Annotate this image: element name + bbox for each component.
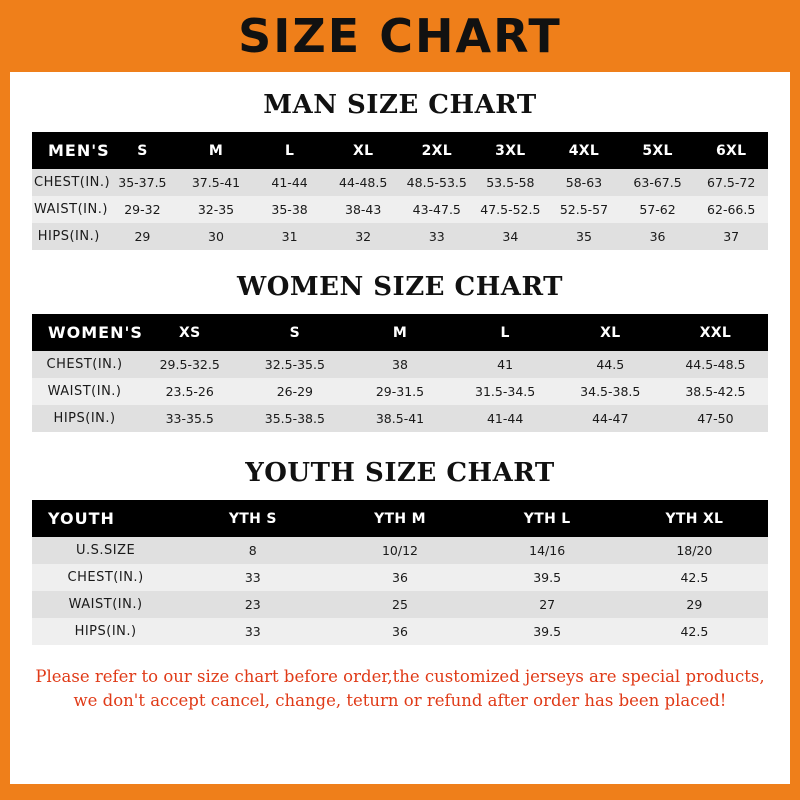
men-table-body (32, 169, 768, 250)
men-row-0-val-5: 53.5-58 (486, 175, 535, 190)
men-section-title: MAN SIZE CHART (263, 90, 537, 120)
men-row-2-val-3: 32 (355, 229, 372, 244)
men-row-0-val-8: 67.5-72 (707, 175, 756, 190)
youth-table-head (32, 500, 768, 537)
men-row-0-val-7: 63-67.5 (633, 175, 682, 190)
men-row-1-val-0: 29-32 (124, 202, 161, 217)
women-row-2-val-0: 33-35.5 (165, 411, 214, 426)
men-table-head (32, 132, 768, 169)
youth-row-1-val-1: 36 (392, 570, 408, 585)
women-size-table (32, 314, 768, 432)
men-corner-label: MEN'S (32, 132, 106, 169)
men-size-table (32, 132, 768, 250)
table-row (32, 169, 768, 196)
youth-row-2-val-2: 27 (539, 597, 556, 612)
men-row-1-val-1: 32-35 (197, 202, 235, 217)
men-row-0-val-0: 35-37.5 (118, 175, 167, 190)
youth-col-0: YTH S (179, 500, 326, 537)
table-row (32, 537, 768, 564)
youth-col-1: YTH M (326, 500, 473, 537)
men-row-2-val-6: 35 (576, 229, 592, 244)
table-row (32, 564, 768, 591)
youth-row-3-val-1: 36 (392, 624, 408, 639)
men-row-1-val-4: 43-47.5 (412, 202, 461, 217)
men-col-8: 6XL (694, 132, 768, 169)
youth-row-3-val-0: 33 (244, 624, 261, 639)
men-col-4: 2XL (400, 132, 474, 169)
women-row-1-val-0: 23.5-26 (165, 384, 214, 399)
footer-disclaimer (28, 665, 772, 713)
women-row-0-val-4: 44.5 (596, 357, 625, 372)
men-row-2-val-4: 33 (428, 229, 445, 244)
men-row-1-label: WAIST(IN.) (34, 202, 108, 217)
bottom-band (0, 784, 800, 800)
men-row-2-val-7: 36 (649, 229, 666, 244)
women-col-4: XL (558, 314, 663, 351)
men-row-2-label: HIPS(IN.) (37, 229, 100, 244)
youth-row-1-val-2: 39.5 (533, 570, 562, 585)
women-corner-label: WOMEN'S (32, 314, 137, 351)
women-row-2-val-5: 47-50 (697, 411, 734, 426)
table-header-row (32, 500, 768, 537)
youth-row-3-label: HIPS(IN.) (74, 624, 137, 639)
women-row-0-val-1: 32.5-35.5 (264, 357, 325, 372)
women-row-0-val-3: 41 (497, 357, 514, 372)
table-row (32, 196, 768, 223)
men-row-1-val-7: 57-62 (639, 202, 676, 217)
youth-size-section (10, 458, 790, 645)
women-row-1-val-4: 34.5-38.5 (580, 384, 641, 399)
men-row-0-label: CHEST(IN.) (34, 175, 111, 190)
women-section-title: WOMEN SIZE CHART (237, 272, 563, 302)
youth-row-2-val-1: 25 (392, 597, 408, 612)
men-size-section (10, 90, 790, 250)
men-row-0-val-1: 37.5-41 (191, 175, 241, 190)
women-row-1-val-5: 38.5-42.5 (685, 384, 746, 399)
youth-row-1-val-3: 42.5 (680, 570, 709, 585)
women-row-1-val-3: 31.5-34.5 (475, 384, 536, 399)
men-row-2-val-2: 31 (281, 229, 298, 244)
women-row-0-val-5: 44.5-48.5 (685, 357, 746, 372)
men-row-1-val-3: 38-43 (345, 202, 382, 217)
youth-row-0-val-3: 18/20 (676, 543, 713, 558)
youth-col-3: YTH XL (621, 500, 768, 537)
men-col-7: 5XL (621, 132, 695, 169)
women-row-2-val-4: 44-47 (592, 411, 629, 426)
women-size-section (10, 272, 790, 432)
table-row (32, 618, 768, 645)
header-band (0, 0, 800, 72)
men-row-2-val-8: 37 (723, 229, 740, 244)
women-col-0: XS (137, 314, 242, 351)
youth-row-0-val-1: 10/12 (381, 543, 418, 558)
men-row-1-val-8: 62-66.5 (707, 202, 756, 217)
table-header-row (32, 314, 768, 351)
men-row-1-val-5: 47.5-52.5 (480, 202, 541, 217)
women-row-1-label: WAIST(IN.) (47, 384, 122, 399)
table-row (32, 378, 768, 405)
women-row-0-val-2: 38 (392, 357, 408, 372)
women-row-1-val-2: 29-31.5 (375, 384, 425, 399)
men-row-0-val-6: 58-63 (565, 175, 603, 190)
table-row (32, 591, 768, 618)
men-row-2-val-5: 34 (502, 229, 519, 244)
table-row (32, 223, 768, 250)
youth-size-table (32, 500, 768, 645)
women-row-2-label: HIPS(IN.) (53, 411, 116, 426)
women-row-0-label: CHEST(IN.) (46, 357, 123, 372)
women-row-2-val-1: 35.5-38.5 (264, 411, 325, 426)
men-col-3: XL (326, 132, 400, 169)
women-col-2: M (347, 314, 452, 351)
men-col-6: 4XL (547, 132, 621, 169)
men-row-0-val-3: 44-48.5 (339, 175, 388, 190)
men-col-1: M (179, 132, 253, 169)
women-col-3: L (453, 314, 558, 351)
men-row-2-val-0: 29 (134, 229, 151, 244)
youth-table-body (32, 537, 768, 645)
men-row-2-val-1: 30 (208, 229, 224, 244)
women-col-5: XXL (663, 314, 768, 351)
youth-row-2-val-3: 29 (686, 597, 703, 612)
youth-row-1-val-0: 33 (244, 570, 261, 585)
women-table-head (32, 314, 768, 351)
men-row-0-val-4: 48.5-53.5 (406, 175, 467, 190)
table-row (32, 405, 768, 432)
men-row-1-val-2: 35-38 (271, 202, 308, 217)
youth-row-2-label: WAIST(IN.) (68, 597, 143, 612)
men-row-0-val-2: 41-44 (271, 175, 308, 190)
men-col-0: S (106, 132, 180, 169)
women-row-2-val-3: 41-44 (486, 411, 524, 426)
youth-row-1-label: CHEST(IN.) (67, 570, 144, 585)
women-table-body (32, 351, 768, 432)
footer-line-1: Please refer to our size chart before order,the customized jerseys are special products, (35, 667, 765, 686)
page-title: SIZE CHART (238, 9, 562, 63)
footer-line-2: we don't accept cancel, change, teturn or refund after order has been placed! (73, 690, 727, 710)
youth-corner-label: YOUTH (32, 500, 179, 537)
women-row-0-val-0: 29.5-32.5 (159, 357, 220, 372)
men-col-5: 3XL (474, 132, 548, 169)
youth-row-3-val-2: 39.5 (533, 624, 562, 639)
youth-row-2-val-0: 23 (244, 597, 261, 612)
men-col-2: L (253, 132, 327, 169)
women-col-1: S (242, 314, 347, 351)
men-row-1-val-6: 52.5-57 (559, 202, 609, 217)
women-row-1-val-1: 26-29 (276, 384, 314, 399)
women-row-2-val-2: 38.5-41 (375, 411, 425, 426)
youth-row-0-val-0: 8 (248, 543, 257, 558)
table-row (32, 351, 768, 378)
youth-row-0-val-2: 14/16 (529, 543, 566, 558)
table-header-row (32, 132, 768, 169)
youth-row-0-label: U.S.SIZE (75, 543, 136, 558)
youth-section-title: YOUTH SIZE CHART (245, 458, 555, 488)
youth-col-2: YTH L (474, 500, 621, 537)
youth-row-3-val-3: 42.5 (680, 624, 709, 639)
